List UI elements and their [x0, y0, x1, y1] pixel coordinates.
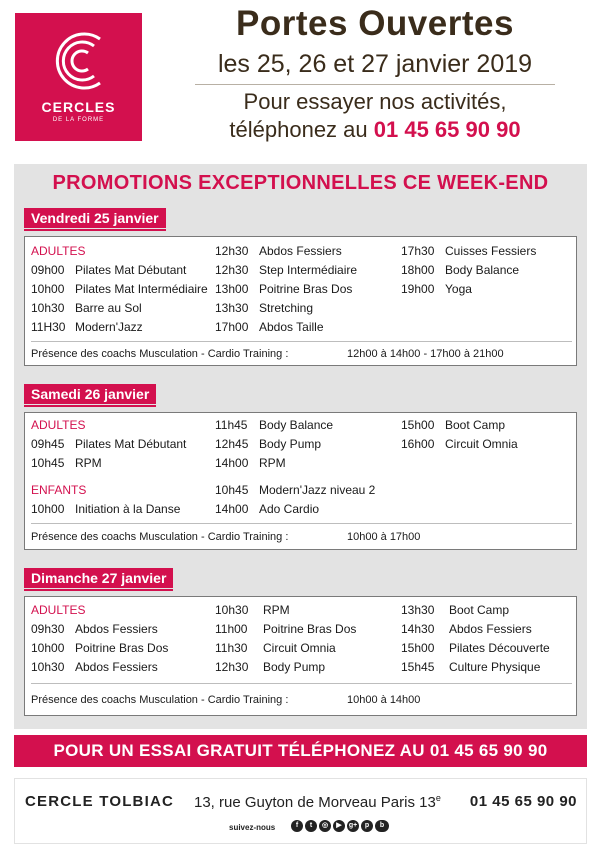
schedule-divider — [31, 523, 572, 524]
phone-prefix: téléphonez au — [229, 117, 368, 142]
slot-activity: Cuisses Fessiers — [445, 244, 537, 258]
slot-time: 09h00 — [31, 263, 65, 277]
slot-time: 14h00 — [215, 502, 249, 516]
youtube-icon[interactable]: ▶ — [333, 820, 345, 832]
slot-activity: Barre au Sol — [75, 301, 142, 315]
phone-line — [160, 117, 590, 143]
slot-activity: Pilates Découverte — [449, 641, 550, 655]
slot-time: 09h30 — [31, 622, 65, 636]
slot-time: 12h45 — [215, 437, 249, 451]
slot-time: 11h00 — [215, 622, 248, 636]
slot-time: 12h30 — [215, 263, 249, 277]
day-label-dimanche: Dimanche 27 janvier — [24, 568, 173, 588]
header-phone-number[interactable]: 01 45 65 90 90 — [373, 117, 521, 142]
slot-activity: Circuit Omnia — [445, 437, 518, 451]
slot-activity: Body Pump — [259, 437, 322, 451]
pinterest-icon[interactable]: p — [361, 820, 373, 832]
slot-time: 17h30 — [401, 244, 435, 258]
coach-presence-note: Présence des coachs Musculation - Cardio Training : — [31, 531, 289, 543]
follow-us-label: suivez-nous — [229, 823, 276, 832]
schedule-box-vendredi — [24, 236, 577, 366]
slot-activity: Boot Camp — [449, 603, 510, 617]
slot-time: 12h30 — [215, 244, 249, 258]
category-adultes: ADULTES — [31, 603, 86, 617]
slot-time: 15h45 — [401, 660, 435, 674]
address-text: 13, rue Guyton de Morveau Paris 13 — [194, 794, 436, 811]
slot-time: 10h45 — [215, 483, 249, 497]
twitter-icon[interactable]: t — [305, 820, 317, 832]
slot-activity: RPM — [263, 603, 290, 617]
slot-time: 10h00 — [31, 502, 65, 516]
free-trial-banner[interactable]: POUR UN ESSAI GRATUIT TÉLÉPHONEZ AU 01 45 65 90 90 — [14, 735, 587, 767]
page-title: Portes Ouvertes — [236, 4, 514, 43]
promotions-title: PROMOTIONS EXCEPTIONNELLES CE WEEK-END — [52, 172, 549, 194]
slot-activity: Circuit Omnia — [263, 641, 336, 655]
slot-activity: Poitrine Bras Dos — [263, 622, 357, 636]
footer — [14, 778, 587, 844]
category-enfants: ENFANTS — [31, 483, 87, 497]
logo-subtitle: DE LA FORME — [52, 117, 105, 123]
slot-activity: Abdos Taille — [259, 320, 324, 334]
cercles-c-icon — [48, 29, 108, 93]
slot-time: 10h45 — [31, 456, 65, 470]
promotions-panel — [14, 164, 587, 729]
slot-time: 13h00 — [215, 282, 249, 296]
slot-time: 10h00 — [31, 641, 65, 655]
slot-time: 10h00 — [31, 282, 65, 296]
schedule-box-dimanche — [24, 596, 577, 716]
slot-time: 18h00 — [401, 263, 435, 277]
cercles-logo — [15, 13, 142, 141]
slot-activity: Abdos Fessiers — [449, 622, 532, 636]
slot-activity: Poitrine Bras Dos — [259, 282, 353, 296]
slot-activity: RPM — [259, 456, 286, 470]
instagram-icon[interactable]: ◎ — [319, 820, 331, 832]
slot-activity: Modern'Jazz — [75, 320, 143, 334]
slot-time: 13h30 — [215, 301, 249, 315]
day-label-samedi: Samedi 26 janvier — [24, 384, 156, 404]
coach-presence-note: Présence des coachs Musculation - Cardio Training : — [31, 348, 289, 360]
slot-activity: Modern'Jazz niveau 2 — [259, 483, 376, 497]
slot-time: 10h30 — [31, 660, 65, 674]
coach-presence-hours: 12h00 à 14h00 - 17h00 à 21h00 — [347, 348, 504, 360]
schedule-divider — [31, 683, 572, 684]
slot-activity: Stretching — [259, 301, 314, 315]
header-divider — [195, 84, 555, 85]
facebook-icon[interactable]: f — [291, 820, 303, 832]
slot-activity: Abdos Fessiers — [75, 622, 158, 636]
category-adultes: ADULTES — [31, 244, 86, 258]
schedule-box-samedi — [24, 412, 577, 550]
slot-time: 11H30 — [31, 320, 66, 334]
coach-presence-hours: 10h00 à 17h00 — [347, 531, 421, 543]
slot-time: 19h00 — [401, 282, 435, 296]
slot-time: 17h00 — [215, 320, 249, 334]
slot-activity: Culture Physique — [449, 660, 541, 674]
slot-activity: RPM — [75, 456, 102, 470]
slot-activity: Body Balance — [445, 263, 520, 277]
slot-time: 10h30 — [215, 603, 249, 617]
slot-time: 14h00 — [215, 456, 249, 470]
slot-time: 11h45 — [215, 418, 248, 432]
club-address — [194, 793, 441, 811]
footer-phone-number[interactable]: 01 45 65 90 90 — [469, 793, 577, 810]
category-adultes: ADULTES — [31, 418, 86, 432]
slot-activity: Pilates Mat Débutant — [75, 437, 187, 451]
coach-presence-hours: 10h00 à 14h00 — [347, 694, 421, 706]
slot-time: 10h30 — [31, 301, 65, 315]
slot-activity: Boot Camp — [445, 418, 506, 432]
event-dates: les 25, 26 et 27 janvier 2019 — [217, 50, 533, 78]
slot-time: 14h30 — [401, 622, 435, 636]
slot-activity: Body Balance — [259, 418, 334, 432]
day-label-vendredi: Vendredi 25 janvier — [24, 208, 166, 228]
schedule-divider — [31, 341, 572, 342]
logo-brand: CERCLES — [41, 99, 116, 115]
slot-time: 09h45 — [31, 437, 65, 451]
try-activities-text: Pour essayer nos activités, — [243, 89, 507, 114]
blog-icon[interactable]: b — [375, 820, 389, 832]
slot-activity: Initiation à la Danse — [75, 502, 181, 516]
social-icons — [291, 820, 389, 832]
slot-time: 15h00 — [401, 418, 435, 432]
google-plus-icon[interactable]: g+ — [347, 820, 359, 832]
slot-activity: Body Pump — [263, 660, 326, 674]
slot-activity: Ado Cardio — [259, 502, 320, 516]
slot-activity: Yoga — [445, 282, 472, 296]
slot-activity: Poitrine Bras Dos — [75, 641, 169, 655]
address-superscript: e — [435, 793, 441, 803]
slot-time: 16h00 — [401, 437, 435, 451]
slot-activity: Pilates Mat Débutant — [75, 263, 187, 277]
slot-activity: Pilates Mat Intermédiaire — [75, 282, 208, 296]
slot-time: 12h30 — [215, 660, 249, 674]
slot-time: 13h30 — [401, 603, 435, 617]
slot-activity: Abdos Fessiers — [259, 244, 342, 258]
slot-time: 11h30 — [215, 641, 248, 655]
club-name: CERCLE TOLBIAC — [25, 793, 175, 810]
coach-presence-note: Présence des coachs Musculation - Cardio Training : — [31, 694, 289, 706]
slot-time: 15h00 — [401, 641, 435, 655]
slot-activity: Abdos Fessiers — [75, 660, 158, 674]
slot-activity: Step Intermédiaire — [259, 263, 358, 277]
